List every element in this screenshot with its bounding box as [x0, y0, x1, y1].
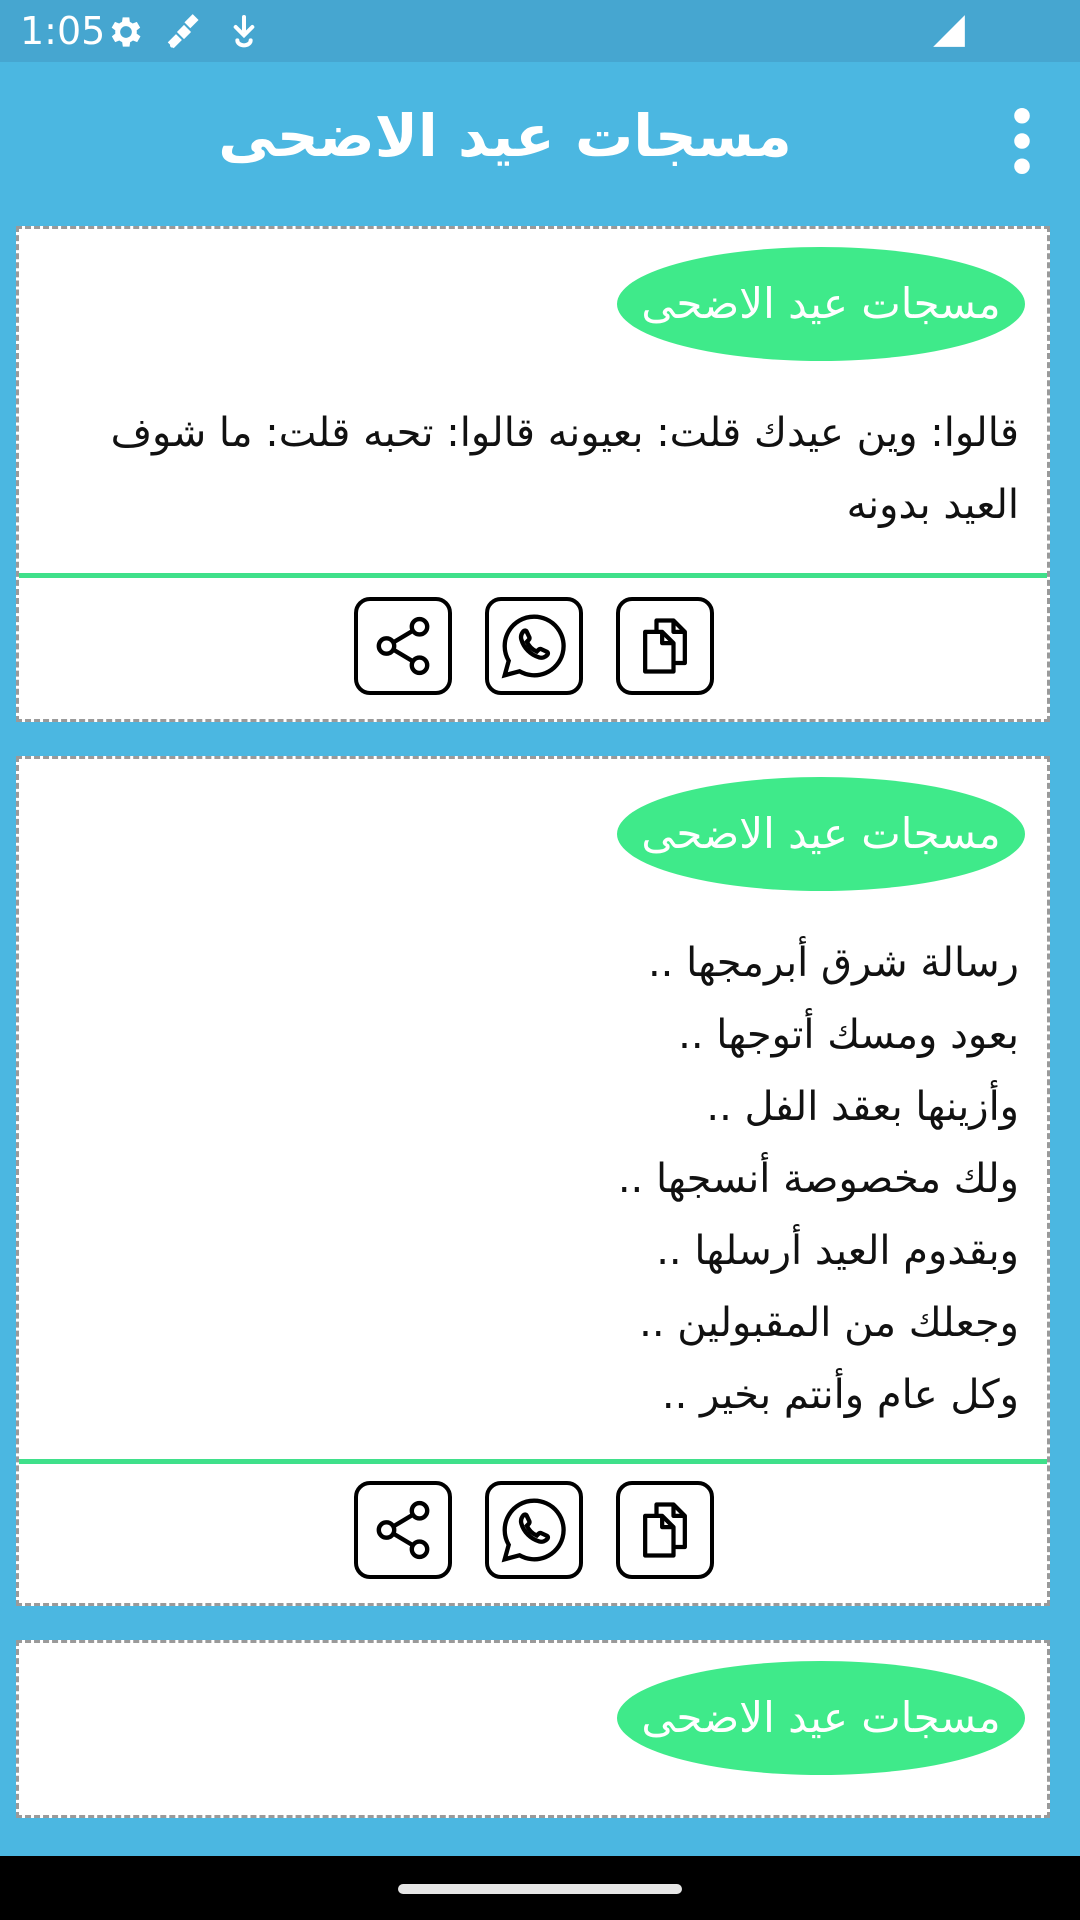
- status-time: 1:05: [20, 9, 106, 53]
- card-actions: [19, 1481, 1047, 1585]
- copy-icon: [631, 612, 699, 680]
- share-button[interactable]: [354, 1481, 452, 1579]
- app-bar: [0, 62, 1080, 210]
- message-line: قالوا: وين عيدك قلت: بعيونه قالوا: تحبه قلت: ما شوف العيد بدونه: [110, 410, 1019, 528]
- card-divider: [19, 1459, 1047, 1464]
- card-badge: مسجات عيد الاضحى: [617, 1661, 1025, 1775]
- satellite-icon: [164, 12, 204, 52]
- message-line: بعود ومسك أتوجها ..: [678, 1012, 1019, 1058]
- message-line: رسالة شرق أبرمجها ..: [647, 940, 1019, 986]
- gear-icon: [106, 12, 146, 52]
- status-bar: [0, 0, 1080, 62]
- copy-button[interactable]: [616, 1481, 714, 1579]
- whatsapp-button[interactable]: [485, 1481, 583, 1579]
- message-line: ولك مخصوصة أنسجها ..: [617, 1156, 1019, 1202]
- card-badge: مسجات عيد الاضحى: [617, 777, 1025, 891]
- message-card: [16, 226, 1050, 722]
- app-title: مسجات عيد الاضحى: [218, 102, 792, 170]
- whatsapp-icon: [497, 609, 571, 683]
- card-actions: [19, 597, 1047, 701]
- copy-button[interactable]: [616, 597, 714, 695]
- message-line: وكل عام وأنتم بخير ..: [661, 1372, 1019, 1418]
- download-icon: [224, 12, 264, 52]
- message-text: [59, 927, 1019, 1431]
- more-vert-icon[interactable]: [1002, 106, 1042, 176]
- card-badge: مسجات عيد الاضحى: [617, 247, 1025, 361]
- message-card: [16, 756, 1050, 1606]
- share-icon: [370, 1497, 436, 1563]
- whatsapp-icon: [497, 1493, 571, 1567]
- message-card: [16, 1640, 1050, 1818]
- message-text: [59, 397, 1019, 541]
- card-divider: [19, 573, 1047, 578]
- message-line: وبقدوم العيد أرسلها ..: [656, 1228, 1019, 1274]
- message-line: وجعلك من المقبولين ..: [639, 1300, 1019, 1346]
- share-icon: [370, 613, 436, 679]
- share-button[interactable]: [354, 597, 452, 695]
- whatsapp-button[interactable]: [485, 597, 583, 695]
- copy-icon: [631, 1496, 699, 1564]
- message-line: وأزينها بعقد الفل ..: [706, 1084, 1019, 1130]
- home-gesture-handle[interactable]: [398, 1884, 682, 1894]
- signal-icon: [930, 12, 968, 50]
- navigation-bar: [0, 1856, 1080, 1920]
